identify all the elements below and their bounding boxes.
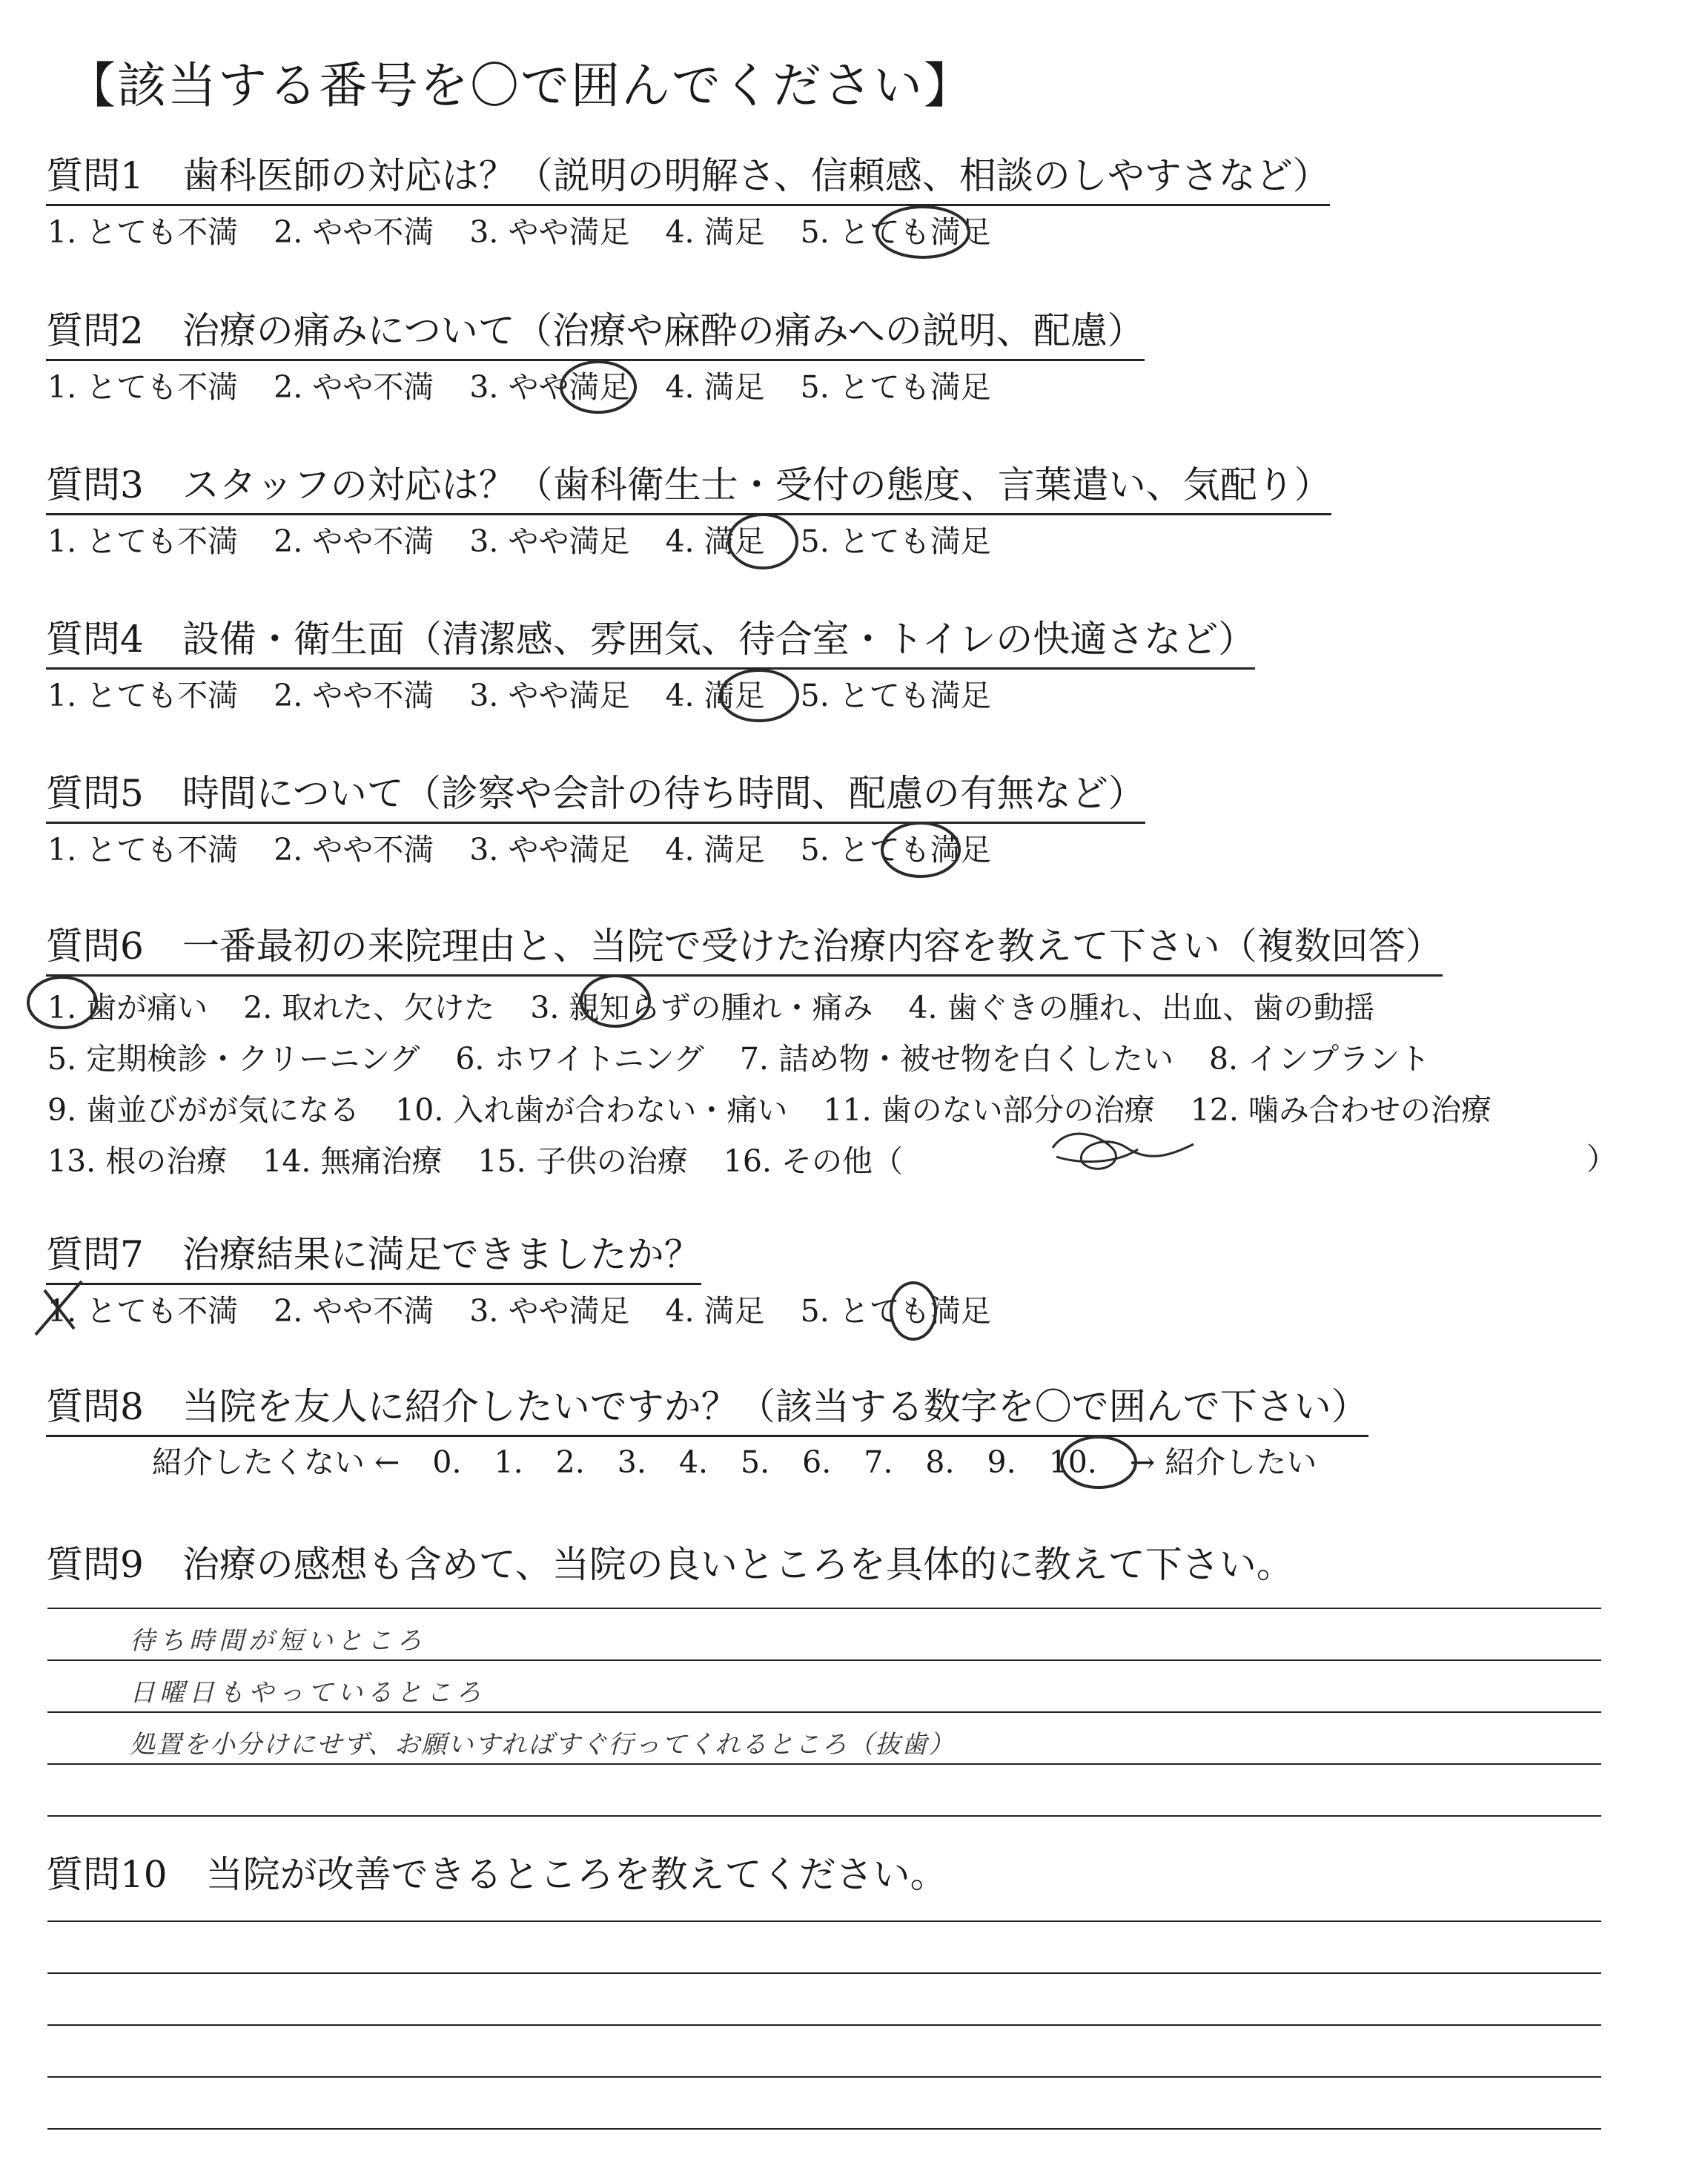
question-3-title: [46, 461, 1331, 515]
question-number: 質問2: [46, 309, 144, 352]
question-9-title: [46, 1541, 1294, 1593]
question-number: 質問4: [46, 618, 144, 661]
answer-line: [47, 1711, 1601, 1713]
choice-5[interactable]: 5. とても満足: [800, 832, 991, 868]
answer-line: [47, 2024, 1601, 2026]
question-4-choices: [47, 676, 991, 715]
choice-4[interactable]: 4. 満足: [665, 369, 765, 405]
choice-2[interactable]: 2. やや不満: [274, 1293, 434, 1329]
question-4-title: [46, 615, 1255, 670]
recommend-2[interactable]: 2.: [555, 1444, 585, 1480]
choice-1[interactable]: 1. とても不満: [47, 214, 239, 250]
recommend-8[interactable]: 8.: [925, 1444, 955, 1480]
choice-3[interactable]: 3. やや満足: [469, 369, 630, 405]
choice-3[interactable]: 3. やや満足: [469, 214, 630, 250]
q6-choice-2[interactable]: 2. 取れた、欠けた: [243, 990, 495, 1025]
choice-2[interactable]: 2. やや不満: [274, 214, 434, 250]
answer-line: [47, 2076, 1601, 2078]
question-text: 当院を友人に紹介したいですか？（該当する数字を〇で囲んで下さい）: [182, 1385, 1368, 1428]
q6-choice-8[interactable]: 8. インプラント: [1208, 1041, 1431, 1077]
handwritten-answer-3: 処置を小分けにせず、お願いすればすぐ行ってくれるところ（抜歯）: [130, 1730, 956, 1760]
choice-5[interactable]: 5. とても満足: [800, 678, 991, 713]
question-1-title: [46, 152, 1330, 206]
choice-3[interactable]: 3. やや満足: [469, 524, 630, 559]
choice-3[interactable]: 3. やや満足: [469, 1293, 630, 1329]
handwritten-answer-2: 日曜日もやっているところ: [130, 1678, 486, 1708]
question-7-title: [46, 1231, 701, 1285]
question-text: 時間について（診察や会計の待ち時間、配慮の有無など）: [182, 772, 1145, 815]
choice-5[interactable]: 5. とても満足: [800, 369, 991, 405]
recommend-6[interactable]: 6.: [802, 1444, 832, 1480]
question-10-title: [46, 1851, 947, 1903]
question-5-choices: [47, 830, 991, 869]
choice-5[interactable]: 5. とても満足: [800, 214, 991, 250]
q6-choice-9[interactable]: 9. 歯並びがが気になる: [47, 1092, 360, 1128]
question-text: 治療の感想も含めて、当院の良いところを具体的に教えて下さい。: [182, 1543, 1294, 1586]
q6-choice-14[interactable]: 14. 無痛治療: [262, 1143, 443, 1179]
choice-row: [47, 1085, 1492, 1136]
q6-choice-10[interactable]: 10. 入れ歯が合わない・痛い: [395, 1092, 788, 1128]
choice-5[interactable]: 5. とても満足: [800, 524, 991, 559]
choice-row: [47, 1136, 1492, 1187]
answer-line: [47, 1608, 1601, 1609]
choice-2[interactable]: 2. やや不満: [274, 832, 434, 868]
answer-line: [47, 1815, 1601, 1817]
recommend-5[interactable]: 5.: [741, 1444, 770, 1480]
q6-choice-5[interactable]: 5. 定期検診・クリーニング: [47, 1041, 420, 1077]
choice-2[interactable]: 2. やや不満: [274, 678, 434, 713]
recommend-scale: [152, 1443, 1317, 1482]
answer-line: [47, 1763, 1601, 1765]
choice-row: [47, 982, 1492, 1034]
question-text: 設備・衛生面（清潔感、雰囲気、待合室・トイレの快適さなど）: [182, 618, 1256, 661]
choice-1[interactable]: 1. とても不満: [47, 1293, 239, 1329]
question-text: 一番最初の来院理由と、当院で受けた治療内容を教えて下さい（複数回答）: [182, 925, 1443, 968]
question-text: 治療結果に満足できましたか？: [182, 1233, 701, 1276]
question-number: 質問7: [46, 1233, 144, 1276]
choice-4[interactable]: 4. 満足: [665, 524, 765, 559]
choice-1[interactable]: 1. とても不満: [47, 369, 239, 405]
question-number: 質問9: [46, 1543, 144, 1586]
question-8-title: [46, 1383, 1368, 1437]
choice-4[interactable]: 4. 満足: [665, 214, 765, 250]
q6-choice-11[interactable]: 11. 歯のない部分の治療: [823, 1092, 1155, 1128]
question-2-title: [46, 307, 1145, 361]
question-number: 質問6: [46, 925, 144, 968]
q6-choice-15[interactable]: 15. 子供の治療: [477, 1143, 688, 1179]
question-6-title: [46, 922, 1443, 977]
question-text: スタッフの対応は？（歯科衛生士・受付の態度、言葉遣い、気配り）: [182, 463, 1331, 506]
recommend-high-label: → 紹介したい: [1129, 1444, 1317, 1480]
handwritten-answer-1: 待ち時間が短いところ: [130, 1626, 426, 1656]
q6-choice-12[interactable]: 12. 噛み合わせの治療: [1190, 1092, 1492, 1128]
question-number: 質問10: [46, 1853, 168, 1896]
answer-line: [47, 1972, 1601, 1974]
choice-1[interactable]: 1. とても不満: [47, 678, 239, 713]
choice-4[interactable]: 4. 満足: [665, 1293, 765, 1329]
recommend-low-label: 紹介したくない ←: [152, 1444, 400, 1480]
question-3-choices: [47, 522, 991, 561]
recommend-10[interactable]: 10.: [1048, 1444, 1097, 1480]
question-number: 質問8: [46, 1385, 144, 1428]
q6-choice-4[interactable]: 4. 歯ぐきの腫れ、出血、歯の動揺: [908, 990, 1375, 1025]
choice-1[interactable]: 1. とても不満: [47, 832, 239, 868]
q6-choice-13[interactable]: 13. 根の治療: [47, 1143, 228, 1179]
choice-2[interactable]: 2. やや不満: [274, 524, 434, 559]
q6-choice-16-other[interactable]: 16. その他（: [723, 1143, 903, 1179]
question-text: 歯科医師の対応は？（説明の明解さ、信頼感、相談のしやすさなど）: [182, 154, 1330, 197]
recommend-3[interactable]: 3.: [617, 1444, 646, 1480]
choice-3[interactable]: 3. やや満足: [469, 678, 630, 713]
q6-choice-7[interactable]: 7. 詰め物・被せ物を白くしたい: [739, 1041, 1174, 1077]
recommend-7[interactable]: 7.: [864, 1444, 893, 1480]
choice-4[interactable]: 4. 満足: [665, 832, 765, 868]
recommend-0[interactable]: 0.: [432, 1444, 462, 1480]
question-number: 質問3: [46, 463, 144, 506]
q6-choice-1[interactable]: 1. 歯が痛い: [47, 990, 208, 1025]
question-text: 当院が改善できるところを教えてください。: [205, 1853, 947, 1896]
answer-line: [47, 2128, 1601, 2130]
question-7-choices: [47, 1292, 991, 1330]
answer-line: [47, 1659, 1601, 1661]
recommend-1[interactable]: 1.: [494, 1444, 523, 1480]
question-2-choices: [47, 368, 991, 406]
choice-row: [47, 1034, 1492, 1085]
q6-choice-3[interactable]: 3. 親知らずの腫れ・痛み: [530, 990, 873, 1025]
choice-4[interactable]: 4. 満足: [665, 678, 765, 713]
survey-heading: 【該当する番号を〇で囲んでください】: [67, 57, 974, 114]
question-1-choices: [47, 213, 991, 251]
question-text: 治療の痛みについて（治療や麻酔の痛みへの説明、配慮）: [182, 309, 1145, 352]
choice-5[interactable]: 5. とても満足: [800, 1293, 991, 1329]
question-6-choices: [47, 982, 1492, 1187]
question-number: 質問5: [46, 772, 144, 815]
choice-3[interactable]: 3. やや満足: [469, 832, 630, 868]
q6-choice-6[interactable]: 6. ホワイトニング: [455, 1041, 704, 1077]
recommend-4[interactable]: 4.: [678, 1444, 709, 1480]
choice-2[interactable]: 2. やや不満: [274, 369, 434, 405]
recommend-9[interactable]: 9.: [987, 1444, 1016, 1480]
other-paren-close: ）: [1586, 1141, 1617, 1177]
question-5-title: [46, 770, 1145, 824]
question-number: 質問1: [46, 154, 144, 197]
choice-1[interactable]: 1. とても不満: [47, 524, 239, 559]
answer-line: [47, 1920, 1601, 1922]
